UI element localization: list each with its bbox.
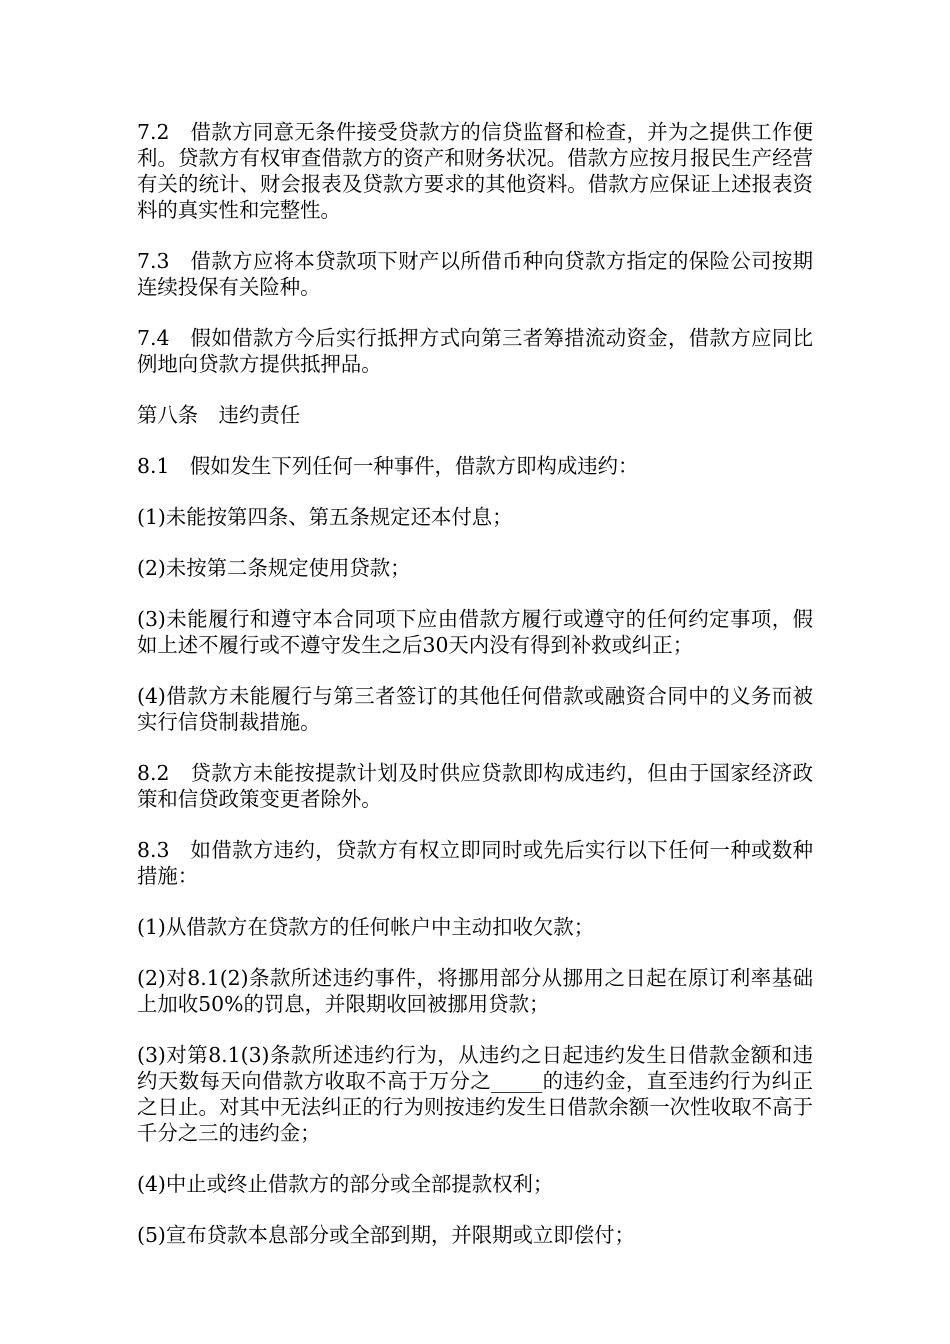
- document-page: [137, 119, 813, 1273]
- article-8-heading: 第八条 违约责任: [137, 403, 301, 427]
- clause-8-3-item-4: (4)中止或终止借款方的部分或全部提款权利；: [137, 1172, 554, 1196]
- clause-8-1-item-1: (1)未能按第四条、第五条规定还本付息；: [137, 505, 513, 529]
- clause-8-3-item-1: (1)从借款方在贷款方的任何帐户中主动扣收欠款；: [137, 915, 595, 939]
- clause-7-3: 7.3 借款方应将本贷款项下财产以所借币种向贷款方指定的保险公司按期连续投保有关险种。: [137, 249, 813, 299]
- clause-8-1-item-2: (2)未按第二条规定使用贷款；: [137, 556, 411, 580]
- clause-7-2: 7.2 借款方同意无条件接受贷款方的信贷监督和检查，并为之提供工作便 利。贷款方有权审查借款方的资产和财务状况。借款方应按月报民生产经营有关的统计、财会报表及贷款方要求的其他资料。借款方应保证上述报表资料的真实性和完整性。: [137, 120, 813, 222]
- clause-8-3: 8.3 如借款方违约，贷款方有权立即同时或先后实行以下任何一种或数种措施：: [137, 838, 813, 888]
- clause-8-3-item-2: (2)对8.1(2)条款所述违约事件，将挪用部分从挪用之日起在原订利率基础上加收50%的罚息，并限期收回被挪用贷款；: [137, 966, 813, 1016]
- clause-8-1-item-4: (4)借款方未能履行与第三者签订的其他任何借款或融资合同中的义务而被实行信贷制裁措施。: [137, 684, 813, 734]
- clause-8-3-item-3: (3)对第8.1(3)条款所述违约行为，从违约之日起违约发生日借款金额和违约天数每天向借款方收取不高于万分之_____的违约金，直至违约行为纠正之日止。对其中无法纠正的行为则按违约发生日借款余额一次性收取不高于千分之三的违约金；: [137, 1043, 813, 1145]
- clause-8-1: 8.1 假如发生下列任何一种事件，借款方即构成违约：: [137, 454, 639, 478]
- clause-8-1-item-3: (3)未能履行和遵守本合同项下应由借款方履行或遵守的任何约定事项，假如上述不履行或不遵守发生之后30天内没有得到补救或纠正；: [137, 607, 813, 657]
- clause-8-3-item-5: (5)宣布贷款本息部分或全部到期，并限期或立即偿付；: [137, 1223, 635, 1247]
- clause-7-4: 7.4 假如借款方今后实行抵押方式向第三者筹措流动资金，借款方应同比例地向贷款方提供抵押品。: [137, 326, 813, 376]
- clause-8-2: 8.2 贷款方未能按提款计划及时供应贷款即构成违约，但由于国家经济政策和信贷政策变更者除外。: [137, 761, 813, 811]
